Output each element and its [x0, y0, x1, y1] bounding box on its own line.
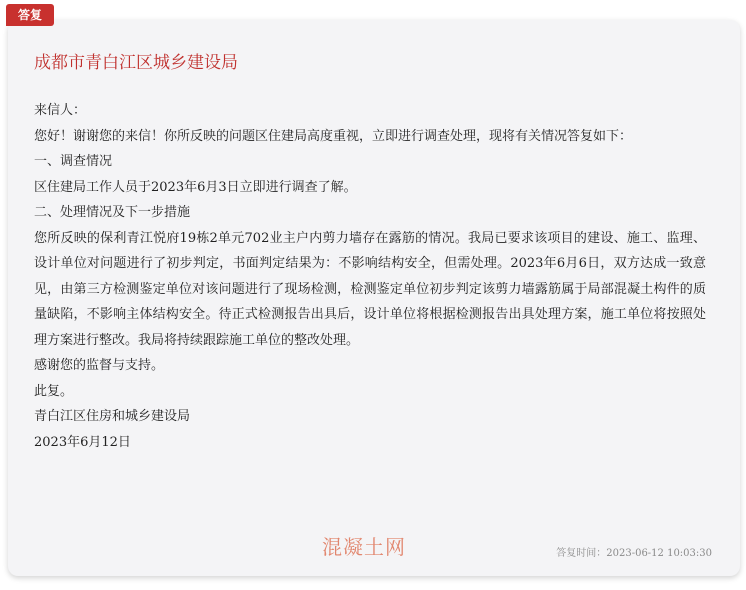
section2-heading: 二、处理情况及下一步措施	[34, 205, 191, 220]
closing: 此复。	[34, 383, 74, 399]
section2-body: 您所反映的保利青江悦府19栋2单元702业主户内剪力墙存在露筋的情况。我局已要求该项目的建设、施工、监理、设计单位对问题进行了初步判定，书面判定结果为：不影响结构安全，但需处理。2023年6月6日，双方达成一致意见，由第三方检测鉴定单位对该问题进行了现场检测，检测鉴定单位初步判定该剪力墙露筋属于局部混凝土构件的质量缺陷，不影响主体结构安全。待正式检测报告出具后，设计单位将根据检测报告出具处理方案，施工单位将按照处理方案进行整改。我局将持续跟踪施工单位的整改处理。	[34, 230, 706, 348]
greeting: 您好！谢谢您的来信！你所反映的问题区住建局高度重视，立即进行调查处理，现将有关情况答复如下：	[34, 128, 633, 144]
section1-heading: 一、调查情况	[34, 154, 113, 169]
reply-letter	[34, 98, 714, 455]
section1-body: 区住建局工作人员于2023年6月3日立即进行调查了解。	[34, 179, 357, 195]
site-watermark: 混凝土网	[322, 535, 406, 559]
reply-timestamp: 答复时间：2023-06-12 10:03:30	[556, 548, 712, 559]
signature: 青白江区住房和城乡建设局	[34, 409, 191, 424]
thanks: 感谢您的监督与支持。	[34, 358, 165, 373]
org-title: 成都市青白江区城乡建设局	[34, 53, 238, 73]
reply-badge: 答复	[6, 4, 54, 26]
salutation: 来信人：	[34, 103, 87, 118]
letter-date: 2023年6月12日	[34, 434, 131, 450]
